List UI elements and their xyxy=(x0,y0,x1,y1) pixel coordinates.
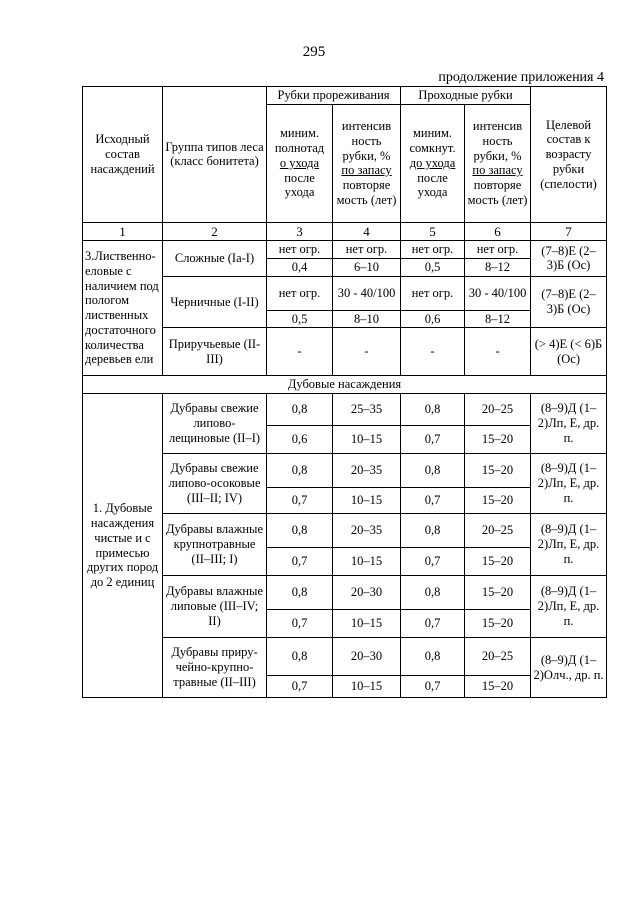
header-thinning-intensity-line2: по запасу xyxy=(341,163,392,178)
value-cell: - xyxy=(465,328,531,376)
column-number: 5 xyxy=(401,222,465,240)
column-number: 6 xyxy=(465,222,531,240)
target-composition-cell: (8–9)Д (1–2)Лп, Е, др. п. xyxy=(531,576,607,638)
value-cell: 15–20 xyxy=(465,454,531,488)
value-cell: 15–20 xyxy=(465,426,531,454)
value-cell: нет огр. xyxy=(267,241,333,259)
header-min-closure xyxy=(401,104,465,222)
header-passing-intensity-line1: интенсив ность рубки, % xyxy=(472,119,523,163)
forest-type-cell: Дубравы влажные крупнотравные (II–III; I) xyxy=(163,514,267,576)
forest-type-cell: Дубравы приру-чейно-крупно-травные (II–III) xyxy=(163,638,267,698)
target-composition-cell: (8–9)Д (1–2)Олч., др. п. xyxy=(531,638,607,698)
target-composition-cell: (8–9)Д (1–2)Лп, Е, др. п. xyxy=(531,454,607,514)
value-cell: 0,8 xyxy=(401,394,465,426)
value-cell: 10–15 xyxy=(333,676,401,698)
value-cell: 0,8 xyxy=(267,638,333,676)
column-number: 2 xyxy=(163,222,267,240)
value-cell: 20–25 xyxy=(465,394,531,426)
value-cell: 8–12 xyxy=(465,310,531,328)
value-cell: 8–12 xyxy=(465,258,531,276)
value-cell: 0,8 xyxy=(267,514,333,548)
value-cell: 0,4 xyxy=(267,258,333,276)
column-number: 7 xyxy=(531,222,607,240)
value-cell: 20–30 xyxy=(333,576,401,610)
forest-type-cell: Приручьевые (II-III) xyxy=(163,328,267,376)
header-thinning-intensity xyxy=(333,104,401,222)
header-passing-intensity-line2: по запасу xyxy=(472,163,523,178)
value-cell: 0,7 xyxy=(267,488,333,514)
target-composition-cell: (7–8)Е (2–3)Б (Ос) xyxy=(531,241,607,277)
value-cell: 0,8 xyxy=(401,576,465,610)
value-cell: 6–10 xyxy=(333,258,401,276)
forest-type-cell: Дубравы свежие липово-осоковые (III–II; IV) xyxy=(163,454,267,514)
header-row-top xyxy=(83,87,607,105)
header-thinning-intensity-line1: интенсив ность рубки, % xyxy=(341,119,392,163)
value-cell: 0,6 xyxy=(401,310,465,328)
value-cell: 10–15 xyxy=(333,548,401,576)
header-target-composition: Целевой состав к возрасту рубки (спелости) xyxy=(531,87,607,223)
value-cell: 0,5 xyxy=(401,258,465,276)
value-cell: 10–15 xyxy=(333,610,401,638)
value-cell: 10–15 xyxy=(333,426,401,454)
header-min-density-line3: после ухода xyxy=(284,170,315,200)
value-cell: - xyxy=(333,328,401,376)
header-min-density-line2: о ухода xyxy=(279,155,320,170)
value-cell: 15–20 xyxy=(465,488,531,514)
value-cell: 0,7 xyxy=(267,676,333,698)
target-composition-cell: (8–9)Д (1–2)Лп, Е, др. п. xyxy=(531,514,607,576)
value-cell: 0,8 xyxy=(401,454,465,488)
value-cell: 15–20 xyxy=(465,676,531,698)
value-cell: 0,7 xyxy=(401,610,465,638)
value-cell: 0,7 xyxy=(267,610,333,638)
value-cell: 0,6 xyxy=(267,426,333,454)
value-cell: 20–35 xyxy=(333,454,401,488)
header-min-density xyxy=(267,104,333,222)
header-source-composition: Исходный состав насаждений xyxy=(83,87,163,223)
value-cell: 0,8 xyxy=(401,514,465,548)
forest-type-cell: Дубравы влажные липовые (III–IV; II) xyxy=(163,576,267,638)
column-number: 3 xyxy=(267,222,333,240)
value-cell: 30 - 40/100 xyxy=(333,276,401,310)
table-row xyxy=(83,394,607,426)
forest-type-cell: Черничные (I-II) xyxy=(163,276,267,328)
forestry-table xyxy=(82,86,607,698)
target-composition-cell: (8–9)Д (1–2)Лп, Е, др. п. xyxy=(531,394,607,454)
column-number: 4 xyxy=(333,222,401,240)
value-cell: 10–15 xyxy=(333,488,401,514)
value-cell: 20–35 xyxy=(333,514,401,548)
value-cell: 25–35 xyxy=(333,394,401,426)
header-passing-intensity xyxy=(465,104,531,222)
header-min-closure-line2: до ухода xyxy=(409,155,456,170)
section-title-row xyxy=(83,376,607,394)
column-number-row xyxy=(83,222,607,240)
value-cell: 0,7 xyxy=(401,548,465,576)
header-forest-type-group: Группа типов леса (класс бонитета) xyxy=(163,87,267,223)
column-number: 1 xyxy=(83,222,163,240)
header-passing-intensity-line3: повторяе мость (лет) xyxy=(467,178,528,207)
value-cell: 20–25 xyxy=(465,514,531,548)
value-cell: 0,8 xyxy=(267,454,333,488)
value-cell: 20–25 xyxy=(465,638,531,676)
value-cell: 0,7 xyxy=(401,488,465,514)
header-min-closure-line3: после ухода xyxy=(417,170,448,200)
value-cell: 15–20 xyxy=(465,576,531,610)
table-row xyxy=(83,241,607,259)
header-passing-cuts: Проходные рубки xyxy=(401,87,531,105)
value-cell: нет огр. xyxy=(401,276,465,310)
value-cell: 30 - 40/100 xyxy=(465,276,531,310)
value-cell: нет огр. xyxy=(333,241,401,259)
value-cell: 15–20 xyxy=(465,610,531,638)
target-composition-cell: (> 4)Е (< 6)Б (Ос) xyxy=(531,328,607,376)
value-cell: 0,5 xyxy=(267,310,333,328)
forest-type-cell: Сложные (Ia-I) xyxy=(163,241,267,277)
oak-section-title: Дубовые насаждения xyxy=(83,376,607,394)
value-cell: нет огр. xyxy=(465,241,531,259)
header-thinning-intensity-line3: повторяе мость (лет) xyxy=(336,178,397,207)
header-thinning: Рубки прореживания xyxy=(267,87,401,105)
source-composition-cell: 1. Дубовые насаждения чистые и с примесью других пород до 2 единиц xyxy=(83,394,163,698)
value-cell: 0,8 xyxy=(401,638,465,676)
target-composition-cell: (7–8)Е (2–3)Б (Ос) xyxy=(531,276,607,328)
page-number: 295 xyxy=(302,44,326,60)
value-cell: 0,7 xyxy=(401,676,465,698)
value-cell: - xyxy=(267,328,333,376)
value-cell: - xyxy=(401,328,465,376)
header-min-closure-line1: миним. сомкнут. xyxy=(409,126,456,156)
value-cell: 8–10 xyxy=(333,310,401,328)
value-cell: 0,8 xyxy=(267,394,333,426)
value-cell: 20–30 xyxy=(333,638,401,676)
header-min-density-line1: миним. полнотад xyxy=(274,126,325,156)
value-cell: нет огр. xyxy=(267,276,333,310)
value-cell: 0,7 xyxy=(401,426,465,454)
value-cell: нет огр. xyxy=(401,241,465,259)
continuation-note: продолжение приложения 4 xyxy=(438,70,604,85)
forest-type-cell: Дубравы свежие липово-лещиновые (II–I) xyxy=(163,394,267,454)
value-cell: 0,8 xyxy=(267,576,333,610)
value-cell: 0,7 xyxy=(267,548,333,576)
value-cell: 15–20 xyxy=(465,548,531,576)
source-composition-cell: 3.Лиственно-еловые с наличием под пологом лиственных достаточного количества деревьев ели xyxy=(83,241,163,376)
